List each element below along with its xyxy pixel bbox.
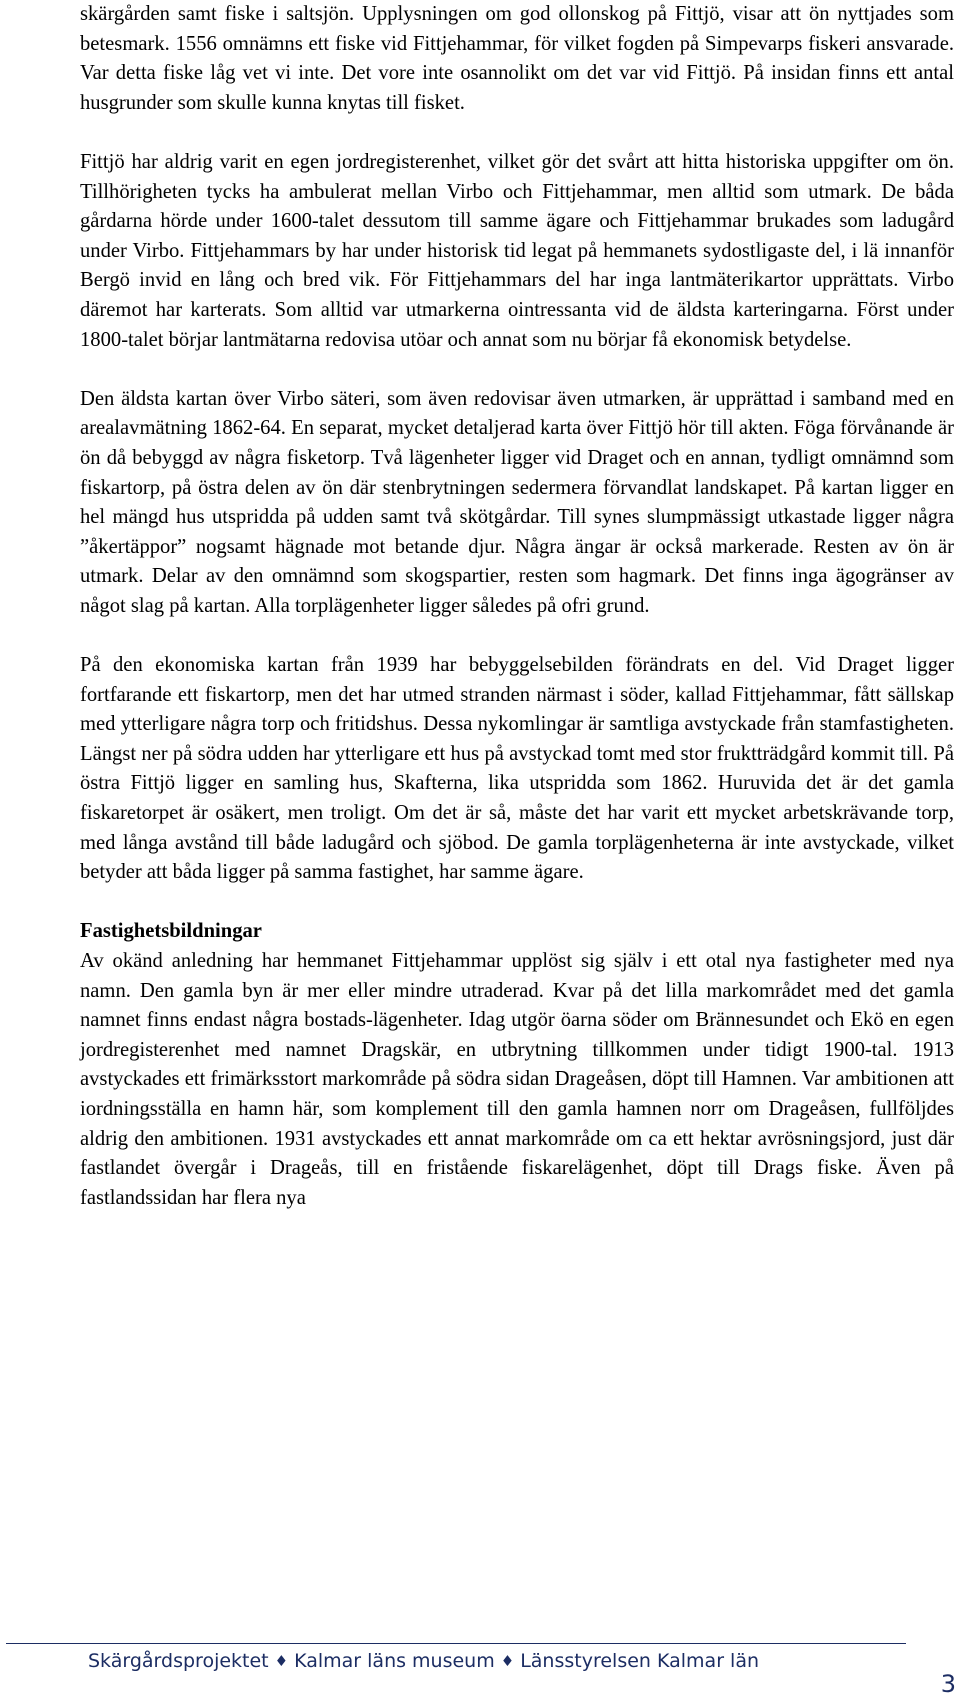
paragraph-ollonskog: skärgården samt fiske i saltsjön. Upplysningen om god ollonskog på Fittjö, visar att ön nyttjades som betesmark. 1556 omnämns ett fiske vid Fittjehammar, för vilket fogden på Simpevarps fiskeri ansvarade. Var detta fiske låg vet vi inte. Det vore inte osannolikt om det var vid Fittjö. På insidan finns ett antal husgrunder som skulle kunna knytas till fisket. bbox=[80, 3, 954, 114]
paragraph-jordregisterenhet: Fittjö har aldrig varit en egen jordregisterenhet, vilket gör det svårt att hitta historiska uppgifter om ön. Tillhörigheten tycks ha ambulerat mellan Virbo och Fittjehammar, men alltid som utmark. De båda gårdarna hörde under 1600-talet dessutom till samme ägare och Fittjehammar brukades som ladugård under Virbo. Fittjehammars by har under historisk tid legat på hemmanets sydostligaste del, i lä innanför Bergö invid en lång och bred vik. För Fittjehammars del har inga lantmäterikartor upprättats. Virbo däremot har karterats. Som alltid var utmarkerna ointressanta vid de äldsta karteringarna. Först under 1800-talet börjar lantmätarna redovisa utöar och annat som nu börjar få ekonomisk betydelse. bbox=[80, 150, 954, 351]
paragraph-ekonomiska-kartan: På den ekonomiska kartan från 1939 har bebyggelsebilden förändrats en del. Vid Draget ligger fortfarande ett fiskartorp, men det har utmed stranden närmast i söder, kallad Fittjehammar, fått sällskap med ytterligare några torp och fritidshus. Dessa nykomlingar är samtliga avstyckade från stamfastigheten. Längst ner på södra udden har ytterligare ett hus på avstyckad tomt med stor fruktträdgård kommit till. På östra Fittjö ligger en samling hus, Skafterna, lika utspridda som 1862. Huruvida det är det gamla fiskaretorpet är osäkert, men troligt. Om det är så, måste det har varit ett mycket arbetskrävande torp, med långa avstånd till både ladugård och sjöbod. De gamla torplägenheterna är inte avstyckade, vilket betyder att båda ligger på samma fastighet, har samme ägare. bbox=[80, 654, 954, 884]
paragraph-fastighetsbildningar: Av okänd anledning har hemmanet Fittjehammar upplöst sig själv i ett otal nya fastigheter med nya namn. Den gamla byn är mer eller mindre utraderad. Kvar på det lilla markområdet med det gamla namnet finns endast några bostads-lägenheter. Idag utgör öarna söder om Brännesundet och Ekö en egen jordregisterenhet med namnet Dragskär, en utbrytning tillkommen under tidigt 1900-tal. 1913 avstyckades ett frimärksstort markområde på södra sidan Drageåsen, döpt till Hamnen. Var ambitionen att iordningsställa en hamn här, som komplement till den gamla hamnen norr om Drageåsen, fullföljdes aldrig den ambitionen. 1931 avstyckades ett annat markområde om ca ett hektar avrösningsjord, just där fastlandet övergår i Drageås, till en fristående fiskarelägenhet, döpt till Drags fiske. Även på fastlandssidan har flera nya bbox=[80, 950, 954, 1209]
document-body bbox=[80, 0, 954, 1213]
diamond-separator-icon: ♦ bbox=[500, 1652, 515, 1670]
section-heading: Fastighetsbildningar bbox=[80, 920, 262, 943]
footer-project: Skärgårdsprojektet bbox=[88, 1650, 269, 1672]
paragraph-aldsta-kartan: Den äldsta kartan över Virbo säteri, som även redovisar även utmarken, är upprättad i samband med en arealavmätning 1862-64. En separat, mycket detaljerad karta över Fittjö hör till akten. Föga förvånande är ön då bebyggd av några fisketorp. Två lägenheter ligger vid Draget och en annan, tydligt omnämnd som fiskartorp, på östra delen av ön där stenbrytningen sedermera förvandlat landskapet. På kartan ligger en hel mängd hus utspridda på udden samt två skötgårdar. Till synes slumpmässigt utkastade ligger några ”åkertäppor” nogsamt hägnade mot betande djur. Några ängar är också markerade. Resten av ön är utmark. Delar av den omnämnd som skogspartier, resten som hagmark. Det finns inga ägogränser av något slag på kartan. Alla torplägenheter ligger således på ofri grund. bbox=[80, 387, 954, 617]
footer-museum: Kalmar läns museum bbox=[294, 1650, 495, 1672]
footer-credits bbox=[88, 1650, 759, 1672]
footer-divider bbox=[6, 1643, 906, 1644]
diamond-separator-icon: ♦ bbox=[274, 1652, 289, 1670]
footer-county-board: Länsstyrelsen Kalmar län bbox=[520, 1650, 760, 1672]
page-number: 3 bbox=[940, 1670, 956, 1698]
